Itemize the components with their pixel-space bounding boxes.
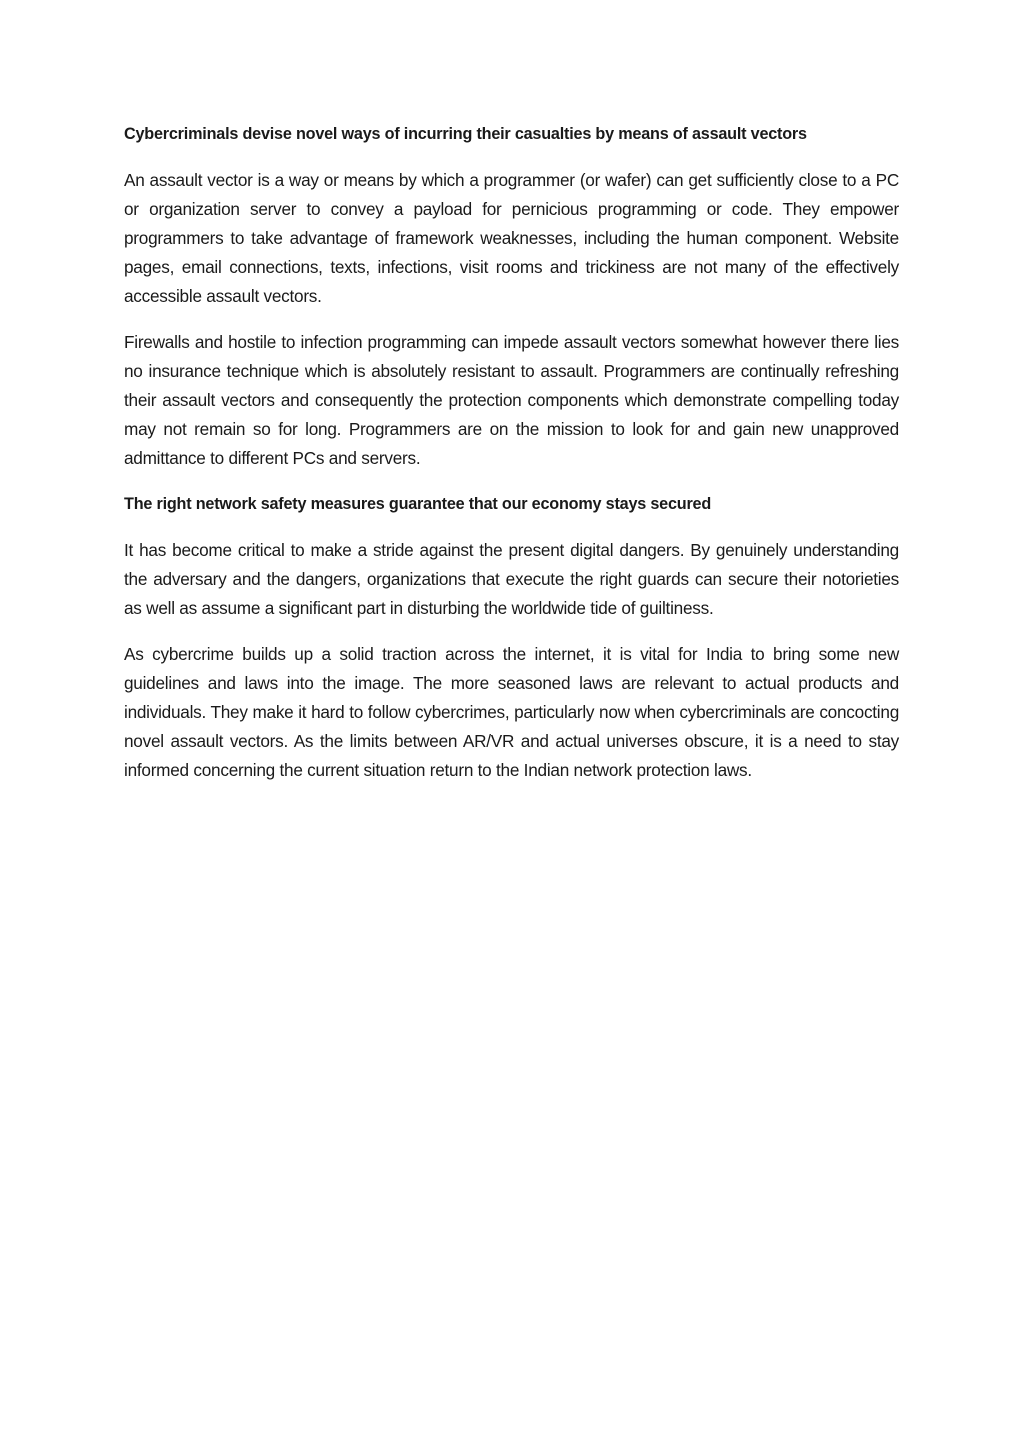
paragraph-assault-vector-definition: An assault vector is a way or means by which a programmer (or wafer) can get sufficiently close to a PC or organization server to convey a payload for pernicious programming or code. They empower programmers to take advantage of framework weaknesses, including the human component. Website pages, email connections, texts, infections, visit rooms and trickiness are not many of the effectively accessible assault vectors. [124,170,899,306]
paragraph-firewalls: Firewalls and hostile to infection programming can impede assault vectors somewhat however there lies no insurance technique which is absolutely resistant to assault. Programmers are continually refreshing their assault vectors and consequently the protection components which demonstrate compelling today may not remain so for long. Programmers are on the mission to look for and gain new unapproved admittance to different PCs and servers. [124,332,899,468]
section-heading-assault-vectors: Cybercriminals devise novel ways of incurring their casualties by means of assault vectors [124,125,807,143]
paragraph-digital-dangers: It has become critical to make a stride against the present digital dangers. By genuinely understanding the adversary and the dangers, organizations that execute the right guards can secure their notorieties as well as assume a significant part in disturbing the worldwide tide of guiltiness. [124,540,899,618]
document-page [124,120,899,802]
section-heading-network-safety: The right network safety measures guarantee that our economy stays secured [124,495,712,513]
paragraph-india-laws: As cybercrime builds up a solid traction across the internet, it is vital for India to bring some new guidelines and laws into the image. The more seasoned laws are relevant to actual products and individuals. They make it hard to follow cybercrimes, particularly now when cybercriminals are concocting novel assault vectors. As the limits between AR/VR and actual universes obscure, it is a need to stay informed concerning the current situation return to the Indian network protection laws. [124,644,899,780]
